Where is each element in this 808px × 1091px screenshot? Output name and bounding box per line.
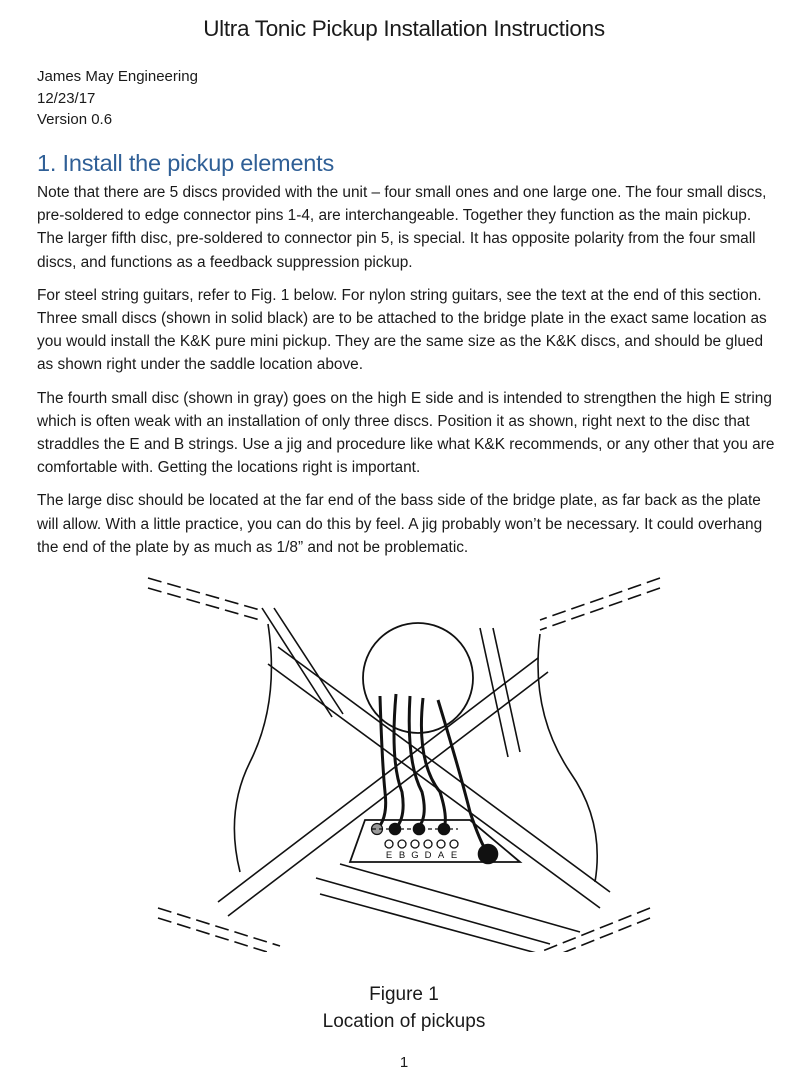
figure-description: Location of pickups xyxy=(322,1010,486,1032)
left-body-curve xyxy=(234,624,271,872)
string-label: E xyxy=(385,850,393,861)
paragraph-3: The fourth small disc (shown in gray) goes on the high E side and is intended to strengthen the high E string which is often weak with an installation of only three discs. Position it as shown, right next to the disc that straddles the E and B strings. Use a jig and procedure like what K&K recommends, or any other that you are comfortable with. Getting the locations right is important. xyxy=(37,389,775,477)
document-title: Ultra Tonic Pickup Installation Instructions xyxy=(203,16,605,41)
figure-number: Figure 1 xyxy=(369,984,439,1005)
bottom-right-edge-line xyxy=(540,918,650,952)
side-brace-line xyxy=(274,608,343,714)
string-label: D xyxy=(424,850,432,861)
string-label: A xyxy=(437,850,445,861)
paragraph-4: The large disc should be located at the far end of the bass side of the bridge plate, as far back as the plate will allow. With a little practice, you can do this by feel. A jig probably won’t be necessary. It could overhang the end of the plate by as much as 1/8” and not be problematic. xyxy=(37,492,763,556)
bottom-left-edge-line xyxy=(158,908,280,946)
string-label: E xyxy=(450,850,458,861)
side-brace-line xyxy=(480,628,508,757)
bottom-left-edge-line xyxy=(158,918,280,952)
section-body xyxy=(37,181,777,569)
pickup-location-figure xyxy=(140,572,670,952)
guitar-bracing-diagram xyxy=(140,572,670,952)
top-right-edge-line xyxy=(540,588,660,630)
bottom-right-edge-line xyxy=(540,908,650,952)
section-heading: 1. Install the pickup elements xyxy=(37,150,335,176)
paragraph-2: For steel string guitars, refer to Fig. 1 below. For nylon string guitars, see the text at the end of this section. Three small discs (shown in solid black) are to be attached to the bridge plate in the exact same location as you would install the K&K pure mini pickup. They are the same size as the K&K discs, and should be glued as shown right under the saddle location above. xyxy=(37,286,767,374)
figure-caption xyxy=(0,982,808,1035)
version-line: Version 0.6 xyxy=(37,111,113,128)
tone-bar-line xyxy=(320,894,540,952)
string-label: B xyxy=(398,850,406,861)
document-meta xyxy=(37,66,198,131)
top-left-edge-line xyxy=(148,578,260,610)
page-number: 1 xyxy=(399,1054,409,1071)
top-right-edge-line xyxy=(540,578,660,620)
x-brace-line xyxy=(218,658,538,902)
date-line: 12/23/17 xyxy=(37,89,96,107)
large-feedback-disc xyxy=(479,845,498,864)
string-label: G xyxy=(411,850,419,861)
top-left-edge-line xyxy=(148,588,260,620)
x-brace-line xyxy=(228,672,548,916)
tone-bar-line xyxy=(340,864,580,932)
author-line: James May Engineering xyxy=(37,68,198,85)
paragraph-1: Note that there are 5 discs provided with the unit – four small ones and one large one. The four small discs, pre-soldered to edge connector pins 1-4, are interchangeable. Together they function as the main pickup. The larger fifth disc, pre-soldered to connector pin 5, is special. It has opposite polarity from the four small discs, and functions as a feedback suppression pickup. xyxy=(37,184,767,271)
side-brace-line xyxy=(262,608,332,717)
tone-bar-line xyxy=(316,878,550,944)
